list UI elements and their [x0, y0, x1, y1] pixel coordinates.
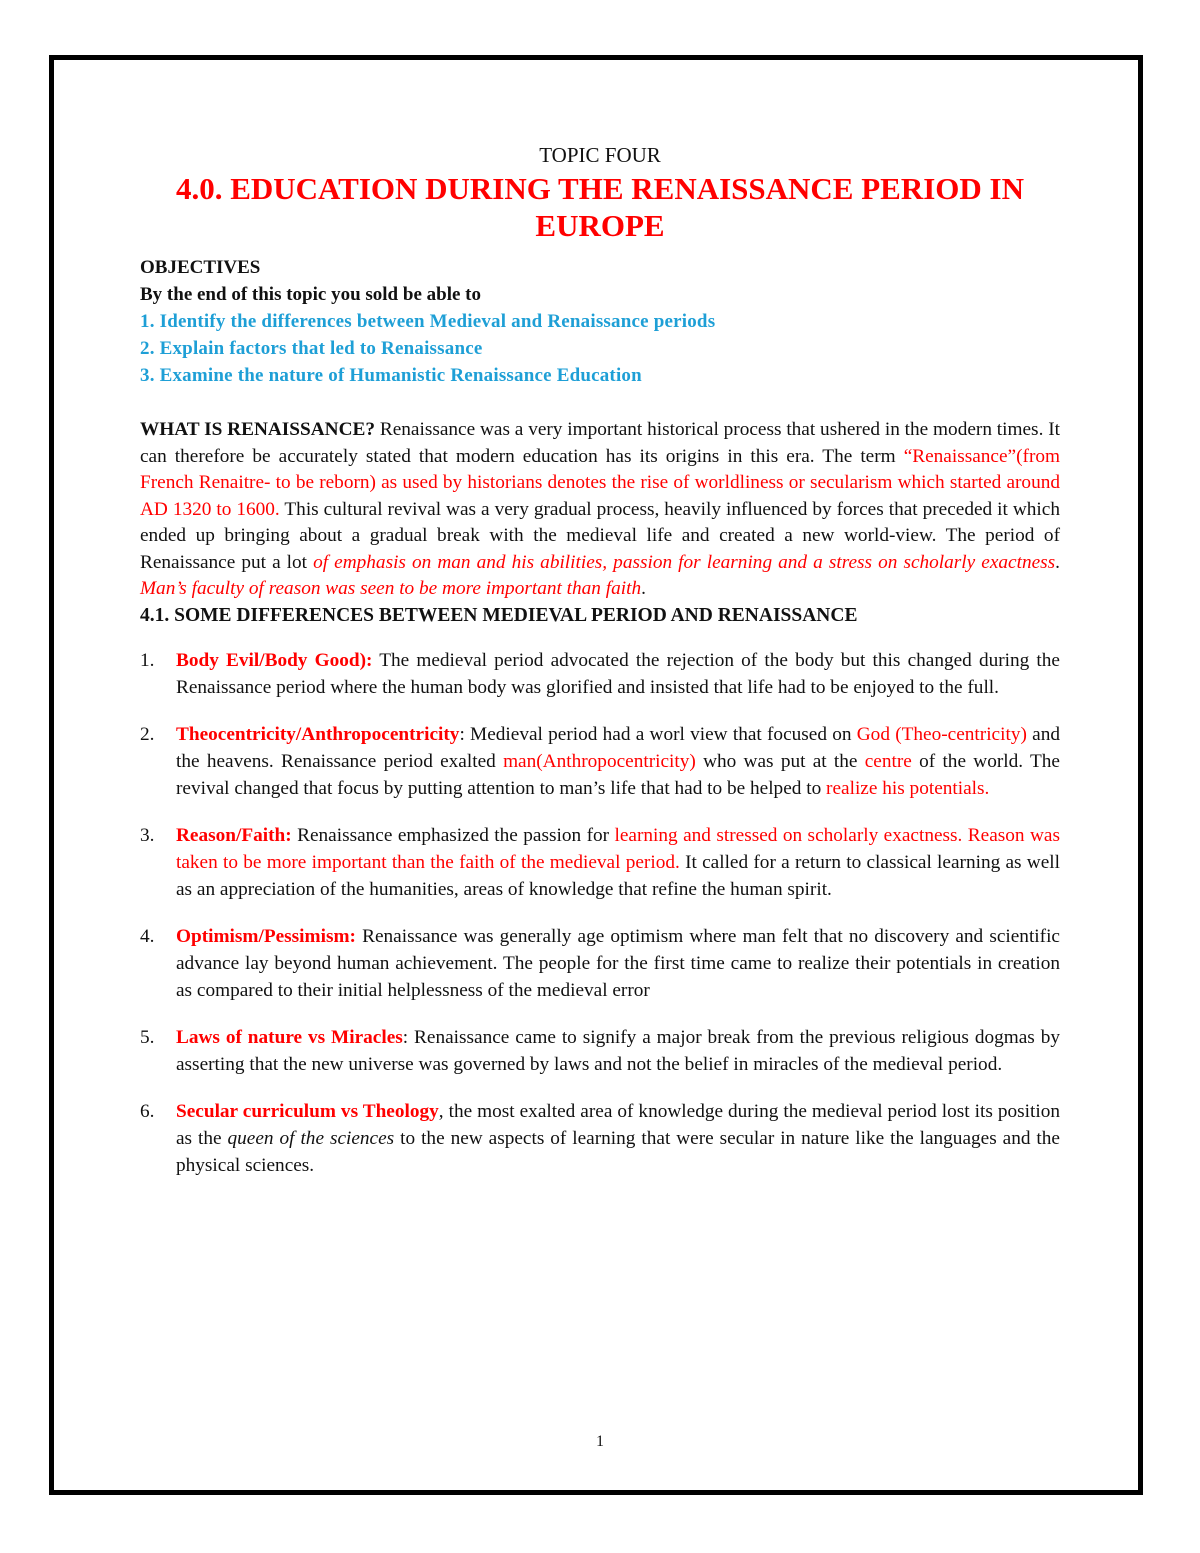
item-text: who was put at the [695, 751, 865, 772]
list-item-text [176, 1024, 1060, 1078]
item-text: It called for a return to classical learning as well as an appreciation of the humanities, areas of knowledge that refine the human spirit. [176, 852, 1060, 900]
item-text: : Medieval period had a worl view that focused on [459, 724, 857, 745]
list-number: 4. [140, 926, 155, 947]
list-item-text [176, 822, 1060, 903]
difference-term: Body Evil/Body Good): [176, 650, 373, 671]
objective-item: 3. Examine the nature of Humanistic Renaissance Education [140, 365, 642, 386]
highlight-text: learning and stressed on scholarly exactness. Reason was taken to be more important than the faith of the medieval period. [176, 825, 1060, 873]
difference-term: Optimism/Pessimism: [176, 926, 356, 947]
list-item [140, 721, 1060, 802]
renaissance-definition: “Renaissance”(from French Renaitre- to be reborn) as used by historians denotes the rise of worldliness or secularism which started around AD 1320 to 1600. [140, 445, 1060, 520]
difference-term: Laws of nature vs Miracles [176, 1027, 403, 1048]
list-item-text [176, 647, 1060, 701]
objectives-heading: OBJECTIVES [140, 257, 261, 278]
paragraph-text: . [1055, 551, 1060, 573]
highlight-text: realize his potentials. [826, 778, 990, 799]
list-item-text [176, 923, 1060, 1004]
list-item [140, 923, 1060, 1004]
list-item [140, 1024, 1060, 1078]
what-is-heading: WHAT IS RENAISSANCE? [140, 419, 376, 440]
item-text: , the most exalted area of knowledge during the medieval period lost its position as the [176, 1101, 1060, 1149]
emphasis-text: Man’s faculty of reason was seen to be more important than faith [140, 578, 642, 599]
item-text: and the heavens. Renaissance period exalted [176, 724, 1060, 772]
list-item [140, 822, 1060, 903]
item-text: : Renaissance came to signify a major break from the previous religious dogmas by asserting that the new universe was governed by laws and not the belief in miracles of the medieval period. [176, 1027, 1060, 1075]
highlight-text: centre [864, 751, 912, 772]
italic-text: queen of the sciences [227, 1128, 395, 1149]
list-number: 1. [140, 650, 155, 671]
topic-label: TOPIC FOUR [539, 143, 661, 167]
paragraph-text: Renaissance was a very important historical process that ushered in the modern times. It can therefore be accurately stated that modern education has its origins in this era. The term [140, 419, 1060, 467]
list-item-text [176, 1098, 1060, 1179]
objective-item: 1. Identify the differences between Medieval and Renaissance periods [140, 311, 716, 332]
list-number: 6. [140, 1101, 155, 1122]
what-is-renaissance-paragraph [140, 417, 1060, 603]
differences-list [140, 647, 1060, 1179]
difference-term: Theocentricity/Anthropocentricity [176, 724, 460, 745]
document-title: 4.0. EDUCATION DURING THE RENAISSANCE PERIOD IN EUROPE [175, 171, 1025, 243]
item-text: to the new aspects of learning that were secular in nature like the languages and the physical sciences. [176, 1128, 1060, 1176]
highlight-text: man(Anthropocentricity) [503, 751, 696, 772]
list-number: 2. [140, 724, 155, 745]
paragraph-text: . [641, 578, 646, 599]
section-heading: 4.1. SOME DIFFERENCES BETWEEN MEDIEVAL PERIOD AND RENAISSANCE [140, 604, 858, 626]
item-text: of the world. The revival changed that focus by putting attention to man’s life that had to be helped to [176, 751, 1060, 799]
item-text: The medieval period advocated the rejection of the body but this changed during the Renaissance period where the human body was glorified and insisted that life had to be enjoyed to the full. [176, 650, 1060, 698]
highlight-text: God (Theo-centricity) [856, 724, 1027, 745]
objective-item: 2. Explain factors that led to Renaissance [140, 338, 483, 359]
objectives-list [140, 308, 1060, 389]
page-number: 1 [596, 1433, 604, 1450]
list-item-text [176, 721, 1060, 802]
item-text: Renaissance was generally age optimism where man felt that no discovery and scientific advance lay beyond human achievement. The people for the first time came to realize their potentials in creation as compared to their initial helplessness of the medieval error [176, 926, 1060, 1001]
item-text: Renaissance emphasized the passion for [291, 825, 615, 846]
difference-term: Reason/Faith: [176, 825, 292, 846]
list-number: 5. [140, 1027, 155, 1048]
list-item [140, 1098, 1060, 1179]
list-item [140, 647, 1060, 701]
paragraph-text: This cultural revival was a very gradual process, heavily influenced by forces that preceded it which ended up bringing about a gradual break with the medieval life and created a new world-view. The period of Renaissance put a lot [140, 498, 1060, 573]
page-content [140, 140, 1060, 1199]
emphasis-text: of emphasis on man and his abilities, passion for learning and a stress on scholarly exactness [313, 551, 1056, 573]
difference-term: Secular curriculum vs Theology [176, 1101, 439, 1122]
list-number: 3. [140, 825, 155, 846]
objectives-intro: By the end of this topic you sold be able to [140, 284, 481, 305]
